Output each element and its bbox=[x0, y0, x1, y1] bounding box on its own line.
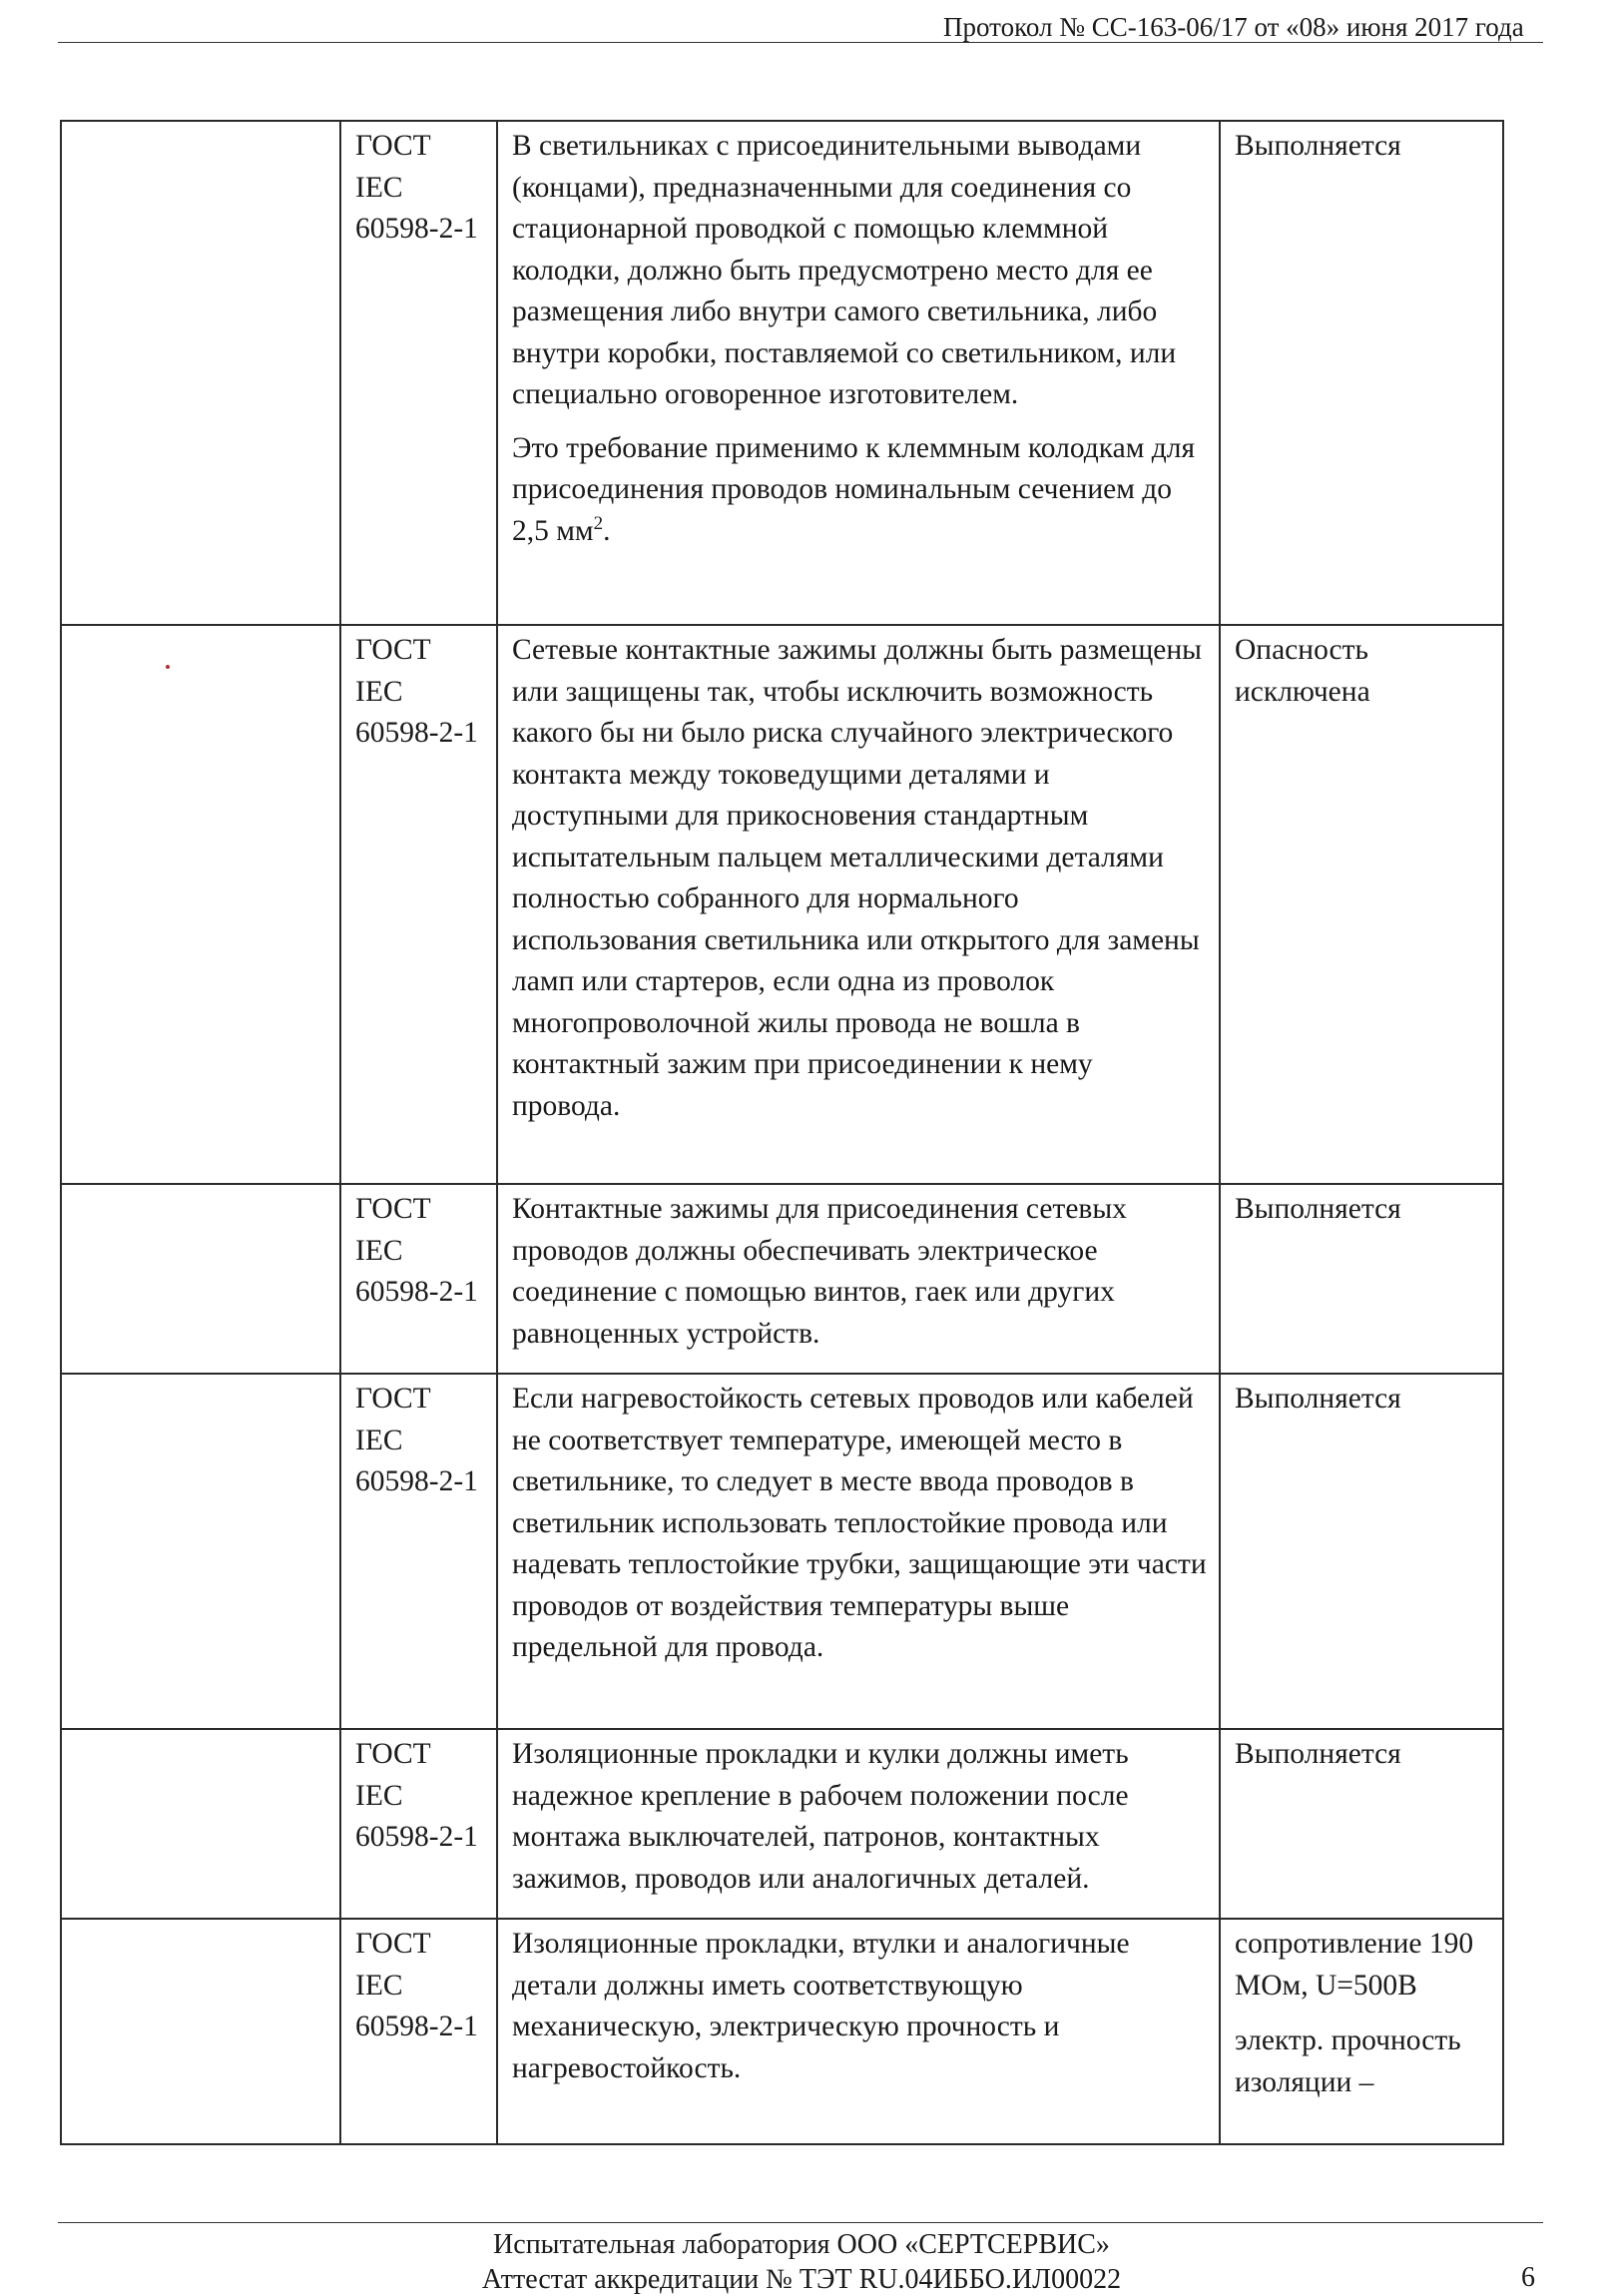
superscript: 2 bbox=[593, 512, 604, 534]
page-number: 6 bbox=[1521, 2262, 1535, 2293]
footer-accreditation: Аттестат аккредитации № ТЭТ RU.04ИББО.ИЛ00022 bbox=[481, 2264, 1122, 2295]
item-cell bbox=[61, 1374, 340, 1729]
footer-lab-name: Испытательная лаборатория ООО «СЕРТСЕРВИС» bbox=[493, 2229, 1110, 2260]
table-row bbox=[61, 1374, 1503, 1729]
table-row bbox=[61, 1729, 1503, 1919]
result-text: электр. прочность изоляции – bbox=[1235, 2024, 1461, 2098]
requirement-cell bbox=[497, 1184, 1220, 1374]
requirement-text bbox=[512, 428, 1207, 553]
requirement-cell bbox=[497, 1374, 1220, 1729]
item-cell bbox=[61, 121, 340, 625]
result-text: Выполняется bbox=[1235, 130, 1401, 162]
result-text: Выполняется bbox=[1235, 1193, 1401, 1225]
table-row bbox=[61, 121, 1503, 625]
result-text: Опасность исключена bbox=[1235, 634, 1370, 708]
item-cell bbox=[61, 1184, 340, 1374]
standard-cell: ГОСТ IEC 60598-2-1 bbox=[340, 1184, 497, 1374]
standard-cell: ГОСТ IEC 60598-2-1 bbox=[340, 121, 497, 625]
requirement-cell bbox=[497, 1919, 1220, 2144]
item-cell bbox=[61, 1919, 340, 2144]
requirement-cell bbox=[497, 1729, 1220, 1919]
scan-speck bbox=[166, 665, 170, 669]
footer-divider bbox=[58, 2222, 1543, 2223]
result-cell bbox=[1220, 1184, 1503, 1374]
requirements-table bbox=[60, 120, 1504, 2145]
header-divider bbox=[58, 42, 1543, 43]
result-cell bbox=[1220, 1374, 1503, 1729]
result-text: Выполняется bbox=[1235, 1738, 1401, 1770]
table-row bbox=[61, 1184, 1503, 1374]
requirement-text: Сетевые контактные зажимы должны быть размещены или защищены так, чтобы исключить возможность какого бы ни было риска случайного электрического контакта между токоведущими деталями и доступными для прикосновения стандартным испытательным пальцем металлическими деталями полностью собранного для нормального использования светильника или открытого для замены ламп или стартеров, если одна из проволок многопроволочной жилы провода не вошла в контактный зажим при присоединении к нему провода. bbox=[512, 634, 1203, 1122]
requirement-text: Контактные зажимы для присоединения сетевых проводов должны обеспечивать электрическое соединение с помощью винтов, гаек или других равноценных устройств. bbox=[512, 1193, 1127, 1350]
requirement-text: В светильниках с присоединительными выводами (концами), предназначенными для соединения со стационарной проводкой с помощью клеммной колодки, должно быть предусмотрено место для ее размещения либо внутри самого светильника, либо внутри коробки, поставляемой со светильником, или специально оговоренное изготовителем. bbox=[512, 130, 1177, 410]
item-cell bbox=[61, 1729, 340, 1919]
standard-cell: ГОСТ IEC 60598-2-1 bbox=[340, 1919, 497, 2144]
result-cell bbox=[1220, 1919, 1503, 2144]
table-row bbox=[61, 1919, 1503, 2144]
requirement-text: Изоляционные прокладки, втулки и аналогичные детали должны иметь соответствующую механическую, электрическую прочность и нагревостойкость. bbox=[512, 1928, 1130, 2084]
requirement-cell bbox=[497, 625, 1220, 1184]
requirement-text-tail: . bbox=[603, 514, 611, 547]
result-cell bbox=[1220, 1729, 1503, 1919]
requirement-text: Изоляционные прокладки и кулки должны иметь надежное крепление в рабочем положении после монтажа выключателей, патронов, контактных зажимов, проводов или аналогичных деталей. bbox=[512, 1738, 1129, 1895]
standard-cell: ГОСТ IEC 60598-2-1 bbox=[340, 1374, 497, 1729]
item-cell bbox=[61, 625, 340, 1184]
requirement-text: Если нагревостойкость сетевых проводов или кабелей не соответствует температуре, имеющей место в светильнике, то следует в месте ввода проводов в светильник использовать теплостойкие провода или надевать теплостойкие трубки, защищающие эти части проводов от воздействия температуры выше предельной для провода. bbox=[512, 1383, 1207, 1663]
result-cell bbox=[1220, 625, 1503, 1184]
result-cell bbox=[1220, 121, 1503, 625]
standard-cell: ГОСТ IEC 60598-2-1 bbox=[340, 625, 497, 1184]
result-text: сопротивление 190 МОм, U=500В bbox=[1235, 1928, 1474, 2002]
standard-cell: ГОСТ IEC 60598-2-1 bbox=[340, 1729, 497, 1919]
requirement-cell bbox=[497, 121, 1220, 625]
protocol-header: Протокол № СС-163-06/17 от «08» июня 2017 года bbox=[943, 12, 1524, 42]
requirement-text-main: Это требование применимо к клеммным колодкам для присоединения проводов номинальным сечением до 2,5 мм bbox=[512, 431, 1196, 547]
result-text: Выполняется bbox=[1235, 1383, 1401, 1415]
table-row bbox=[61, 625, 1503, 1184]
